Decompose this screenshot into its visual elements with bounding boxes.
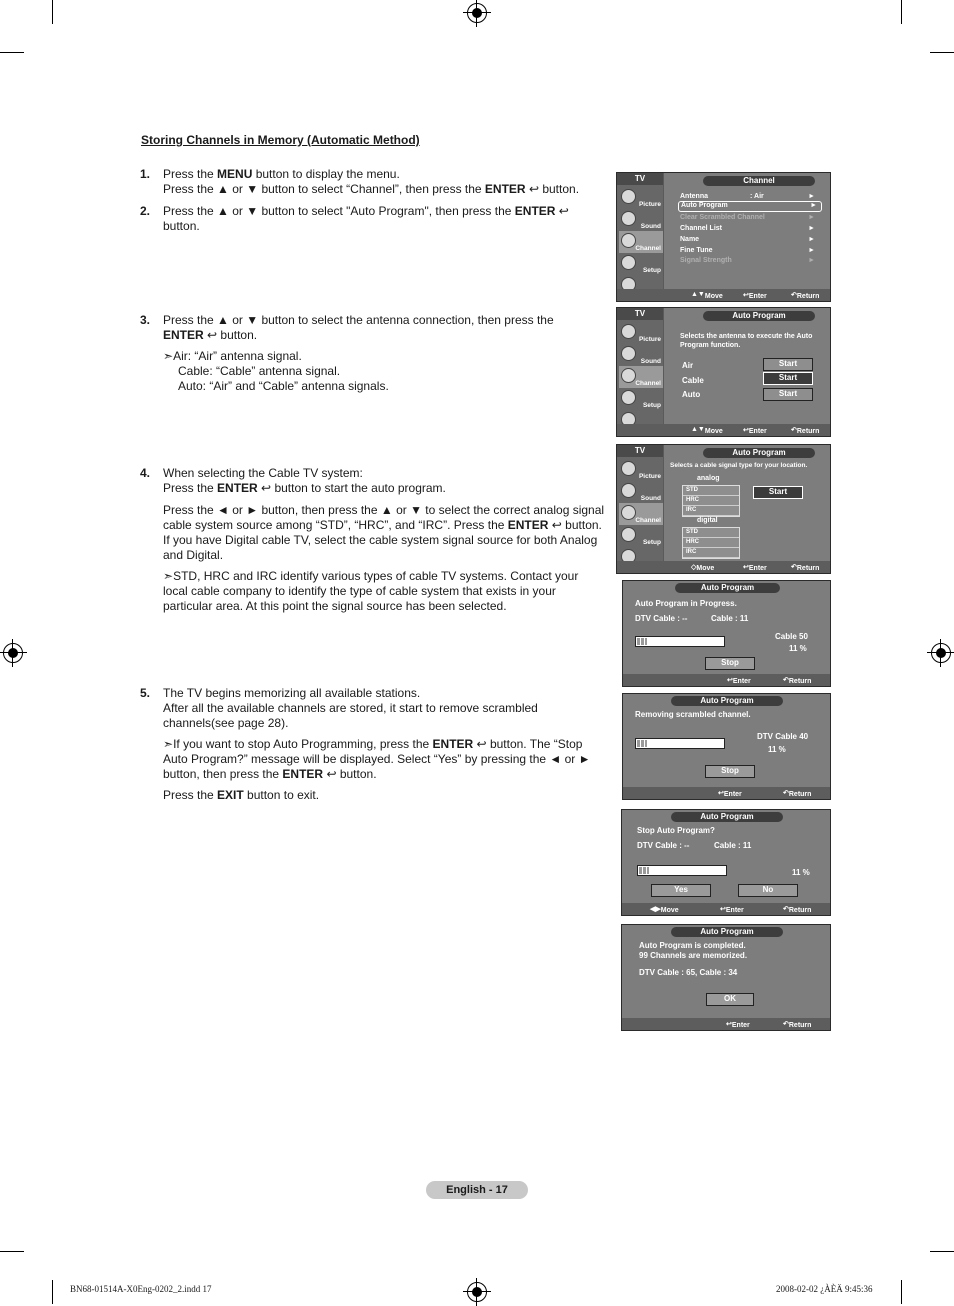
enter-hint: ↩ Enter [720, 906, 744, 914]
osd-sidebar [617, 173, 664, 301]
osd-footer [623, 674, 830, 686]
label: Move [704, 293, 723, 300]
note-arrow-icon: ➣ [163, 737, 174, 751]
enter-hint: ↩ Enter [727, 677, 751, 685]
enter-icon: ↩ [207, 328, 218, 342]
sidebar-item-channel[interactable] [619, 503, 663, 525]
return-hint: ↶ Return [791, 292, 820, 300]
dtv-cable-text: DTV Cable : -- [637, 841, 690, 850]
crop-mark [901, 0, 902, 24]
progress-bar [635, 738, 725, 749]
menu-item-signal-strength[interactable] [680, 257, 815, 264]
move-hint: ▲▼ Move [691, 426, 723, 435]
text: Press the ▲ or ▼ button to select “Channel”, then press the [163, 182, 485, 196]
enter-icon: ↩ [326, 767, 337, 781]
channel-icon [621, 233, 636, 248]
label: Return [796, 293, 820, 300]
arrow-right-icon: ► [808, 257, 815, 264]
return-hint: ↶ Return [783, 677, 812, 685]
label: Return [788, 907, 812, 914]
text: Press the [163, 788, 218, 802]
label: Return [788, 791, 812, 798]
crop-mark [0, 1251, 24, 1252]
step-3-note [163, 349, 593, 394]
label: Auto Program [681, 202, 728, 209]
footer-timestamp: 2008-02-02 ¿ÀÈÄ 9:45:36 [776, 1284, 873, 1294]
enter-key: ENTER [163, 328, 204, 342]
label: Enter [748, 428, 767, 435]
label: Sound [640, 223, 661, 230]
label: Sound [640, 358, 661, 365]
sound-icon [621, 483, 636, 498]
menu-item-antenna[interactable] [680, 193, 815, 200]
label: Channel [635, 380, 661, 387]
cable-text: Cable : 11 [711, 614, 749, 623]
sidebar-item-channel[interactable] [619, 231, 663, 253]
ok-button[interactable]: OK [706, 993, 754, 1006]
enter-hint: ↩ Enter [743, 292, 767, 300]
sound-icon [621, 211, 636, 226]
progress-fill [637, 638, 647, 645]
picture-icon [621, 461, 636, 476]
registration-mark-icon [931, 643, 951, 663]
progress-fill [637, 740, 647, 747]
osd-footer [622, 903, 830, 915]
section-title: Storing Channels in Memory (Automatic Method) [141, 133, 420, 147]
label: Setup [642, 402, 661, 409]
cable-count: Cable 50 [775, 632, 808, 641]
channel-icon [621, 368, 636, 383]
sidebar-item-sound[interactable] [619, 481, 663, 503]
tv-label: TV [617, 308, 663, 320]
percent-text: 11 % [789, 644, 807, 653]
enter-hint: ↩ Enter [726, 1021, 750, 1029]
step-5-note [163, 737, 593, 782]
auto-start-button[interactable]: Start [763, 388, 813, 401]
option-std[interactable]: STD [683, 486, 739, 496]
osd-channel-menu [616, 172, 831, 302]
status-text: Stop Auto Program? [637, 826, 715, 835]
osd-header: Auto Program [671, 812, 783, 822]
osd-header: Auto Program [675, 583, 780, 593]
enter-key: ENTER [217, 481, 258, 495]
arrow-right-icon: ► [808, 225, 815, 232]
label: Antenna [680, 193, 708, 200]
osd-completed [621, 924, 831, 1031]
move-hint: ▲▼ Move [691, 291, 723, 300]
arrow-right-icon: ► [810, 202, 817, 209]
osd-sidebar [617, 445, 664, 573]
enter-key: ENTER [484, 182, 526, 196]
exit-key: EXIT [217, 788, 244, 802]
menu-item-fine-tune[interactable] [680, 247, 815, 254]
option-hrc[interactable]: HRC [683, 538, 739, 548]
osd-description: Selects the antenna to execute the Auto Program function. [680, 333, 813, 349]
osd-footer [617, 424, 830, 436]
step-number: 1. [140, 167, 151, 181]
text: Press the [163, 481, 218, 495]
sidebar-item-picture[interactable] [619, 459, 663, 481]
enter-hint: ↩ Enter [718, 790, 742, 798]
enter-icon: ↩ [551, 518, 562, 532]
label: Channel List [680, 225, 723, 232]
arrow-right-icon: ► [808, 247, 815, 254]
step-4-text-2 [163, 503, 608, 563]
auto-label: Auto [682, 390, 701, 399]
menu-item-auto-program[interactable] [678, 201, 822, 212]
option-hrc[interactable]: HRC [683, 496, 739, 506]
setup-icon [621, 390, 636, 405]
return-hint: ↶ Return [783, 1021, 812, 1029]
note-arrow-icon: ➣ [163, 349, 174, 363]
picture-icon [621, 324, 636, 339]
return-hint: ↶ Return [783, 790, 812, 798]
move-hint: ◀▶ Move [650, 906, 679, 914]
text: Press the ◄ or ► button, then press the ▲ or ▼ to select the correct analog signal cable system source among “STD”, “HRC”, and “IRC”. Press the [163, 503, 605, 532]
air-label: Air [682, 361, 694, 370]
crop-mark [930, 1251, 954, 1252]
text: button. [336, 767, 377, 781]
label: Return [796, 565, 820, 572]
osd-header: Auto Program [703, 448, 815, 458]
tv-label: TV [617, 173, 663, 185]
summary-text: DTV Cable : 65, Cable : 34 [639, 968, 738, 977]
enter-key: ENTER [507, 518, 549, 532]
label: Name [680, 236, 700, 243]
text: Auto: “Air” and “Cable” antenna signals. [178, 379, 389, 393]
osd-header: Auto Program [703, 311, 815, 321]
crop-mark [930, 52, 954, 53]
text: button to display the menu. [252, 167, 400, 181]
dtv-cable-text: DTV Cable : -- [635, 614, 688, 623]
channel-icon [621, 505, 636, 520]
label: Channel [635, 517, 661, 524]
setup-icon [621, 255, 636, 270]
channels-text: 99 Channels are memorized. [639, 951, 748, 960]
digital-source-list[interactable] [682, 527, 740, 559]
label: Move [660, 907, 679, 914]
sidebar-item-sound[interactable] [619, 209, 663, 231]
osd-header: Auto Program [671, 927, 783, 937]
text: When selecting the Cable TV system: [163, 466, 363, 480]
osd-header: Channel [703, 176, 815, 186]
step-5-exit [163, 788, 608, 803]
text: The TV begins memorizing all available stations. [163, 686, 421, 700]
sidebar-item-picture[interactable] [619, 322, 663, 344]
label: Setup [642, 539, 661, 546]
progress-fill [639, 867, 649, 874]
text: Press the ▲ or ▼ button to select the antenna connection, then press the [163, 313, 554, 327]
air-start-button[interactable]: Start [763, 358, 813, 371]
option-irc[interactable]: IRC [683, 506, 739, 516]
progress-bar [637, 865, 727, 876]
step-3-text [163, 313, 608, 343]
dtv-cable-count: DTV Cable 40 [757, 732, 809, 741]
registration-mark-icon [467, 1282, 487, 1302]
text: button. [217, 328, 258, 342]
sidebar-item-sound[interactable] [619, 344, 663, 366]
menu-item-channel-list[interactable] [680, 225, 815, 232]
option-std[interactable]: STD [683, 528, 739, 538]
crop-mark [0, 52, 24, 53]
label: Picture [638, 201, 661, 208]
osd-footer [617, 561, 830, 573]
osd-stop-confirm [621, 809, 831, 916]
arrow-right-icon: ► [808, 236, 815, 243]
osd-auto-program-progress [622, 580, 831, 687]
analog-label: analog [697, 475, 720, 482]
return-hint: ↶ Return [791, 564, 820, 572]
osd-footer [623, 787, 830, 799]
note-arrow-icon: ➣ [163, 569, 174, 583]
step-4-note [163, 569, 591, 614]
label: Enter [725, 907, 744, 914]
page-number-badge: English - 17 [426, 1181, 528, 1199]
yes-button[interactable]: Yes [651, 884, 711, 897]
enter-icon: ↩ [476, 737, 487, 751]
status-text: Auto Program is completed. [639, 941, 746, 950]
move-hint: ◇ Move [691, 564, 715, 572]
percent-text: 11 % [792, 868, 810, 877]
label: Fine Tune [680, 247, 713, 254]
picture-icon [621, 189, 636, 204]
label: Enter [723, 791, 742, 798]
enter-key: ENTER [432, 737, 474, 751]
osd-cable-signal-type [616, 444, 831, 574]
crop-mark [52, 0, 53, 24]
text: button to start the auto program. [271, 481, 446, 495]
footer-file-info: BN68-01514A-X0Eng-0202_2.indd 17 [70, 1284, 212, 1294]
registration-mark-icon [467, 3, 487, 23]
enter-key: ENTER [514, 204, 556, 218]
progress-bar [635, 636, 725, 647]
digital-label: digital [697, 517, 718, 524]
arrow-right-icon: ► [808, 193, 815, 200]
label: Enter [748, 293, 767, 300]
label: Sound [640, 495, 661, 502]
text: button. [539, 182, 580, 196]
text: Press the ▲ or ▼ button to select "Auto Program", then press the [163, 204, 515, 218]
osd-header: Auto Program [671, 696, 783, 706]
osd-sidebar [617, 308, 664, 436]
label: Enter [748, 565, 767, 572]
menu-key: MENU [217, 167, 253, 181]
step-number: 2. [140, 204, 151, 218]
step-number: 5. [140, 686, 151, 700]
step-4-text [163, 466, 608, 496]
sidebar-item-channel[interactable] [619, 366, 663, 388]
sidebar-item-picture[interactable] [619, 187, 663, 209]
label: Return [796, 428, 820, 435]
return-hint: ↶ Return [783, 906, 812, 914]
text: button. The “Stop Auto Program?” message will be displayed. Select “Yes” by pressing the ◄ or ► button, then press the [163, 737, 591, 781]
label: Picture [638, 336, 661, 343]
text: Air: “Air” antenna signal. [173, 349, 302, 363]
osd-footer [622, 1018, 830, 1030]
registration-mark-icon [3, 643, 23, 663]
value: : Air [750, 193, 764, 200]
menu-item-clear-scrambled[interactable] [680, 214, 815, 221]
step-1-text [163, 167, 608, 197]
text: After all the available channels are stored, it start to remove scrambled channels(see page 28). [163, 701, 538, 730]
cable-start-button[interactable]: Start [763, 372, 813, 385]
osd-footer [617, 289, 830, 301]
analog-source-list[interactable] [682, 485, 740, 517]
text: button to exit. [243, 788, 320, 802]
label: Setup [642, 267, 661, 274]
label: Return [788, 1022, 812, 1029]
arrow-right-icon: ► [808, 214, 815, 221]
label: Move [696, 565, 715, 572]
sidebar-item-setup[interactable] [619, 253, 663, 275]
cable-text: Cable : 11 [714, 841, 752, 850]
sound-icon [621, 346, 636, 361]
step-5-text [163, 686, 563, 731]
label: Return [788, 678, 812, 685]
menu-item-name[interactable] [680, 236, 815, 243]
osd-auto-program-antenna [616, 307, 831, 437]
start-button[interactable]: Start [753, 486, 803, 499]
osd-removing-scrambled [622, 693, 831, 800]
label: Picture [638, 473, 661, 480]
step-number: 4. [140, 466, 151, 480]
enter-icon: ↩ [558, 204, 569, 218]
option-irc[interactable]: IRC [683, 548, 739, 558]
text: STD, HRC and IRC identify various types of cable TV systems. Contact your local cable company to identify the type of cable system that exists in your particular area. At this point the signal source has been selected. [163, 569, 579, 613]
label: Move [704, 428, 723, 435]
stop-button[interactable]: Stop [705, 657, 755, 670]
stop-button[interactable]: Stop [705, 765, 755, 778]
cable-label: Cable [682, 376, 704, 385]
return-hint: ↶ Return [791, 427, 820, 435]
percent-text: 11 % [768, 745, 786, 754]
sidebar-item-setup[interactable] [619, 525, 663, 547]
label: Enter [731, 1022, 750, 1029]
crop-mark [52, 1280, 53, 1304]
label: Clear Scrambled Channel [680, 214, 765, 221]
step-2-text [163, 204, 608, 234]
enter-icon: ↩ [261, 481, 272, 495]
text: Cable: “Cable” antenna signal. [178, 364, 341, 378]
osd-description: Selects a cable signal type for your location. [670, 462, 808, 469]
tv-label: TV [617, 445, 663, 457]
crop-mark [901, 1280, 902, 1304]
no-button[interactable]: No [738, 884, 798, 897]
sidebar-item-setup[interactable] [619, 388, 663, 410]
enter-hint: ↩ Enter [743, 564, 767, 572]
enter-key: ENTER [282, 767, 324, 781]
enter-icon: ↩ [528, 182, 539, 196]
label: Enter [732, 678, 751, 685]
enter-hint: ↩ Enter [743, 427, 767, 435]
text: Press the [163, 167, 218, 181]
setup-icon [621, 527, 636, 542]
step-number: 3. [140, 313, 151, 327]
label: Signal Strength [680, 257, 732, 264]
status-text: Removing scrambled channel. [635, 710, 751, 719]
text: If you want to stop Auto Programming, press the [173, 737, 433, 751]
status-text: Auto Program in Progress. [635, 599, 737, 608]
label: Channel [635, 245, 661, 252]
text: button. If you have Digital cable TV, select the cable system signal source for both Analog and Digital. [163, 518, 602, 562]
text: button. [163, 219, 200, 233]
